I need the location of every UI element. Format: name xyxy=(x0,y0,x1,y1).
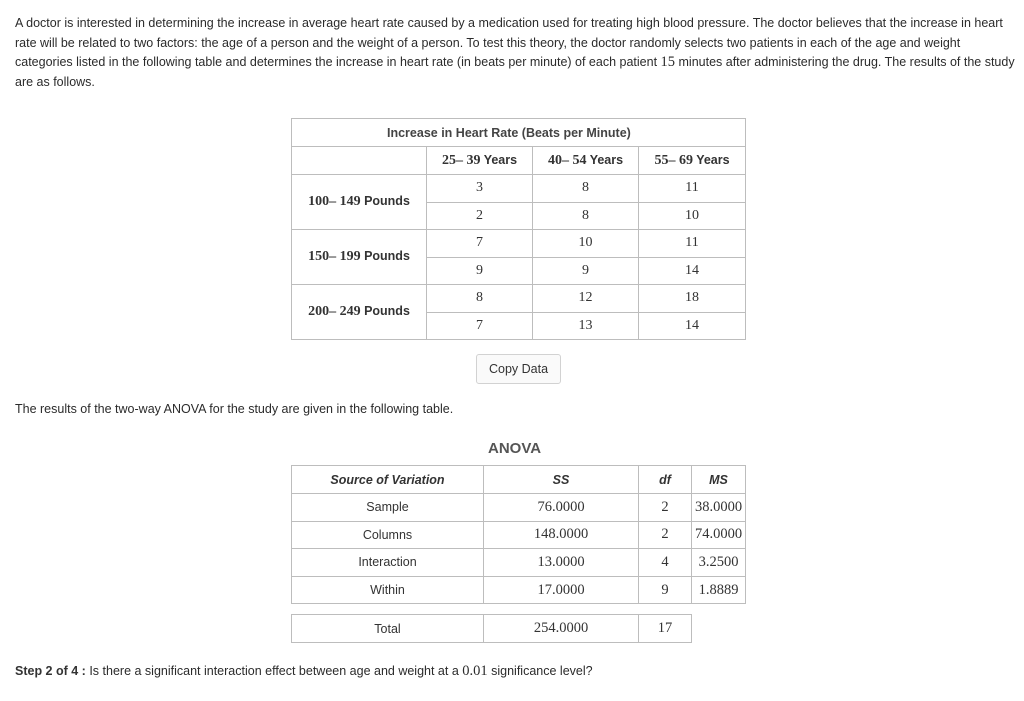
table-cell: 9 xyxy=(427,257,533,285)
table-cell: 12 xyxy=(533,285,639,313)
anova-total-label: Total xyxy=(292,615,484,643)
anova-source: Columns xyxy=(292,521,484,549)
anova-ms: 1.8889 xyxy=(692,576,746,604)
anova-ss: 148.0000 xyxy=(484,521,639,549)
table-cell: 11 xyxy=(639,230,746,258)
table-cell: 7 xyxy=(427,230,533,258)
table-cell: 14 xyxy=(639,312,746,340)
anova-total-ss: 254.0000 xyxy=(484,615,639,643)
table-cell: 8 xyxy=(533,202,639,230)
table-cell: 14 xyxy=(639,257,746,285)
anova-ss: 13.0000 xyxy=(484,549,639,577)
row-header: 200– 249 Pounds xyxy=(292,285,427,340)
table-cell: 10 xyxy=(533,230,639,258)
table-cell: 11 xyxy=(639,175,746,203)
column-header: 40– 54 Years xyxy=(533,147,639,175)
heart-rate-table-title: Increase in Heart Rate (Beats per Minute) xyxy=(292,119,746,147)
anova-ss: 76.0000 xyxy=(484,494,639,522)
anova-header: Source of Variation xyxy=(292,466,484,494)
empty-corner-cell xyxy=(292,147,427,175)
heart-rate-table xyxy=(291,118,746,340)
table-cell: 2 xyxy=(427,202,533,230)
step-label: Step 2 of 4 : xyxy=(15,664,86,678)
anova-df: 9 xyxy=(639,576,692,604)
anova-header: df xyxy=(639,466,692,494)
anova-df: 2 xyxy=(639,521,692,549)
anova-table xyxy=(291,465,746,604)
table-cell: 8 xyxy=(533,175,639,203)
anova-ms: 3.2500 xyxy=(692,549,746,577)
anova-df: 2 xyxy=(639,494,692,522)
anova-header: SS xyxy=(484,466,639,494)
anova-ms: 38.0000 xyxy=(692,494,746,522)
minutes-value: 15 xyxy=(660,54,676,70)
table-cell: 7 xyxy=(427,312,533,340)
copy-data-button[interactable]: Copy Data xyxy=(476,354,561,384)
table-cell: 8 xyxy=(427,285,533,313)
problem-statement: A doctor is interested in determining the increase in average heart rate caused by a medication used for treating high blood pressure. The doctor believes that the increase in heart rate will be related to two factors: the age of a person and the weight of a person. To test this theory, the doctor randomly selects two patients in each of the age and weight categories listed in the following table and determines the increase in heart rate (in beats per minute) of each patient 15 minutes after administering the drug. The results of the study are as follows. xyxy=(15,16,1015,89)
anova-ss: 17.0000 xyxy=(484,576,639,604)
alpha-value: 0.01 xyxy=(462,663,488,679)
column-header: 25– 39 Years xyxy=(427,147,533,175)
anova-intro-text: The results of the two-way ANOVA for the study are given in the following table. xyxy=(15,402,454,416)
table-cell: 10 xyxy=(639,202,746,230)
table-cell: 9 xyxy=(533,257,639,285)
column-header: 55– 69 Years xyxy=(639,147,746,175)
anova-header: MS xyxy=(692,466,746,494)
anova-total-df: 17 xyxy=(639,615,692,643)
table-cell: 3 xyxy=(427,175,533,203)
anova-total-row xyxy=(291,614,692,643)
row-header: 100– 149 Pounds xyxy=(292,175,427,230)
table-cell: 18 xyxy=(639,285,746,313)
step-question: Step 2 of 4 : Is there a significant interaction effect between age and weight at a 0.01 significance level? xyxy=(15,663,593,679)
anova-source: Within xyxy=(292,576,484,604)
anova-title: ANOVA xyxy=(488,440,542,457)
anova-df: 4 xyxy=(639,549,692,577)
anova-source: Interaction xyxy=(292,549,484,577)
anova-source: Sample xyxy=(292,494,484,522)
anova-ms: 74.0000 xyxy=(692,521,746,549)
row-header: 150– 199 Pounds xyxy=(292,230,427,285)
table-cell: 13 xyxy=(533,312,639,340)
